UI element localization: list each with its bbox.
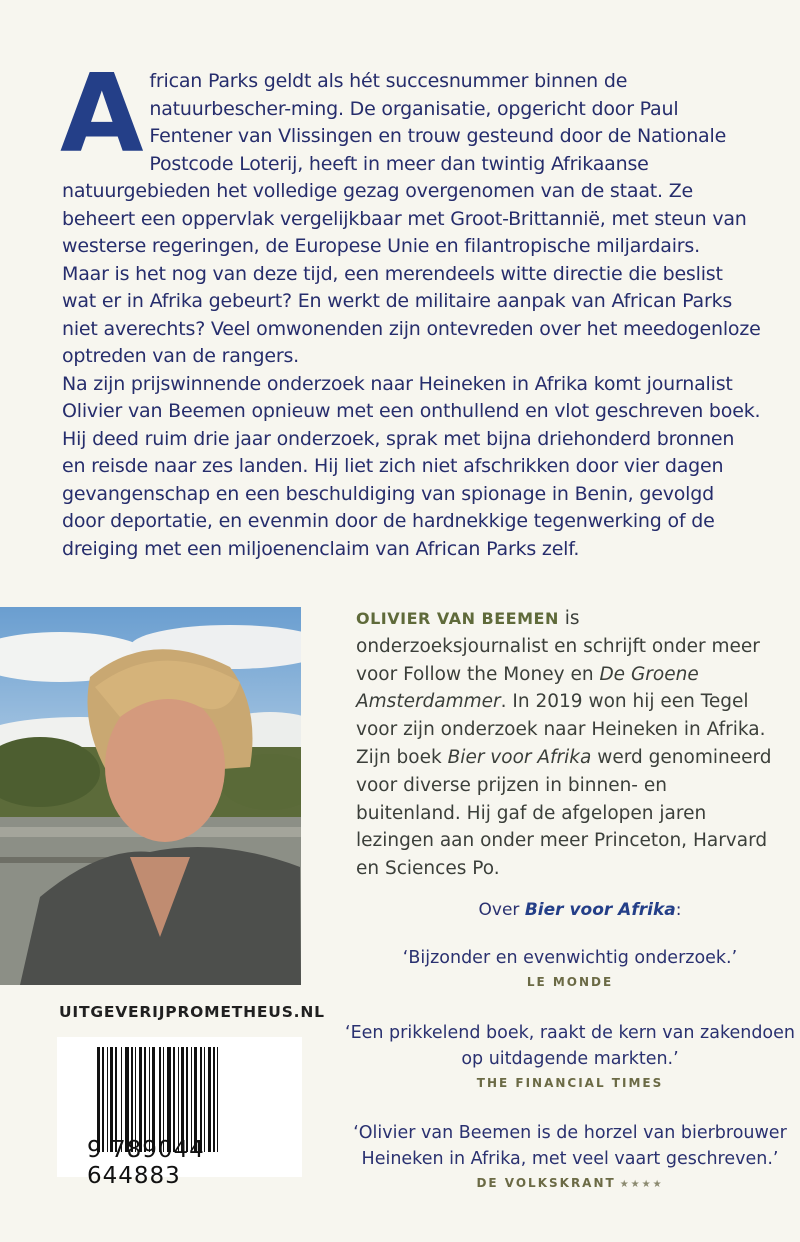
previous-book-title: Bier voor Afrika — [524, 900, 676, 920]
blurb-paragraph-1: frican Parks geldt als hét succesnummer binnen de natuurbescher-ming. De organisatie, opgericht door Paul Fentener van Vlissingen en trouw gesteund door de Nationale Postcode Loterij, heeft in meer dan twintig Afrikaanse natuurgebieden het volledige gezag overgenomen van de staat. Ze beheert een oppervlak vergelijkbaar met Groot-Brittannië, met steun van westerse regeringen, de Europese Unie en filantropische miljardairs. — [62, 70, 747, 257]
author-name: OLIVIER VAN BEEMEN — [356, 609, 559, 628]
isbn-barcode — [57, 1037, 302, 1189]
rating-stars-icon: ★★★★ — [619, 1179, 664, 1190]
review-source: DE VOLKSKRANT ★★★★ — [476, 1176, 664, 1190]
blurb — [60, 52, 762, 563]
review-source: THE FINANCIAL TIMES — [476, 1076, 664, 1090]
review-quote: ‘Bijzonder en evenwichtig onderzoek.’ LE MONDE — [340, 945, 800, 989]
reviews-heading: Over Bier voor Afrika: — [478, 900, 682, 920]
author-bio: OLIVIER VAN BEEMEN is onderzoeksjournalist en schrijft onder meer voor Follow the Money en De Groene Amsterdammer. In 2019 won hij een Tegel voor zijn onderzoek naar Heineken in Afrika. Zijn boek Bier voor Afrika werd genomineerd voor diverse prijzen in binnen- en buitenland. Hij gaf de afgelopen jaren lezingen aan onder meer Princeton, Harvard en Sciences Po. — [356, 608, 772, 880]
drop-cap: A — [60, 52, 144, 177]
review-quote: ‘Een prikkelend boek, raakt de kern van zakendoen op uitdagende markten.’ THE FINANCIAL TIMES — [340, 1020, 800, 1090]
review-source: LE MONDE — [526, 975, 614, 989]
blurb-paragraph-3: Na zijn prijswinnende onderzoek naar Heineken in Afrika komt journalist Olivier van Beemen opnieuw met een onthullend en vlot geschreven boek. Hij deed ruim drie jaar onderzoek, sprak met bijna driehonderd bronnen en reisde naar zes landen. Hij liet zich niet afschrikken door vier dagen gevangenschap en een beschuldiging van spionage in Benin, gevolgd door deportatie, en evenmin door de hardnekkige tegenwerking of de dreiging met een miljoenenclaim van African Parks zelf. — [62, 372, 761, 560]
review-quote: ‘Olivier van Beemen is de horzel van bierbrouwer Heineken in Afrika, met veel vaart geschreven.’ DE VOLKSKRANT ★★★★ — [340, 1120, 800, 1190]
author-portrait-image — [0, 607, 301, 985]
blurb-paragraph-2: Maar is het nog van deze tijd, een merendeels witte directie die beslist wat er in Afrika gebeurt? En werkt de militaire aanpak van African Parks niet averechts? Veel omwonenden zijn ontevreden over het meedogenloze optreden van de rangers. — [62, 262, 761, 367]
isbn-number: 9 789044 644883 — [87, 1137, 205, 1189]
publisher-url: UITGEVERIJPROMETHEUS.NL — [59, 1003, 325, 1021]
author-photo — [0, 607, 301, 985]
